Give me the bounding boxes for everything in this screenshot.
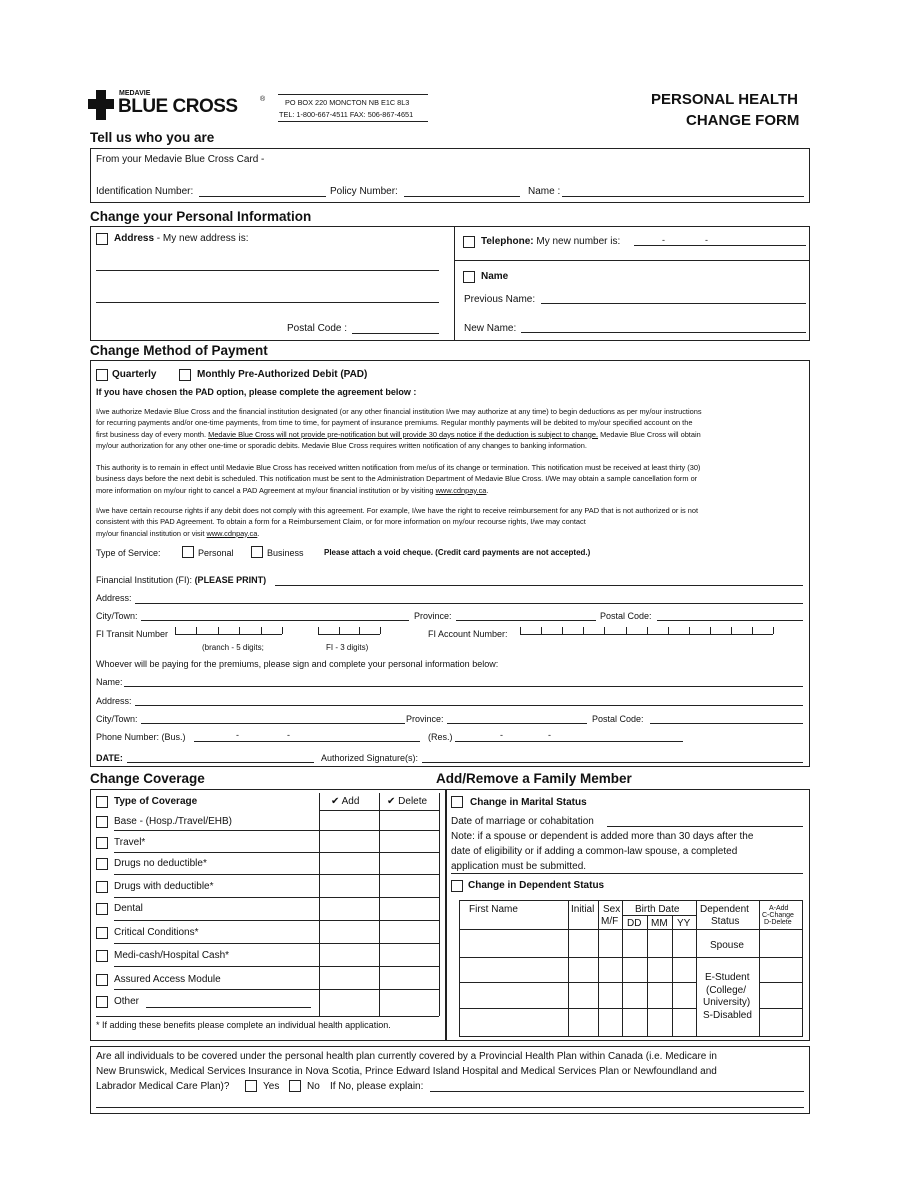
fi-digit-tick [339,627,340,634]
transit-digit-tick [261,627,262,634]
coverage-delete-divider [379,793,380,1016]
coverage-add-divider [319,793,320,1016]
address-checkbox[interactable] [96,233,108,245]
account-digit-tick [541,627,542,634]
fi-address-label: Address: [96,593,132,603]
fi-digit-tick [318,627,319,634]
explain-label: If No, please explain: [330,1081,424,1092]
coverage-item-checkbox[interactable] [96,974,108,986]
disabled-label: S-Disabled [703,1010,752,1021]
account-digit-tick [752,627,753,634]
personal-heading: Change your Personal Information [90,209,312,224]
table-row-rule [759,982,803,983]
no-label: No [307,1081,320,1092]
date-marriage-field[interactable] [607,826,803,827]
business-service-label: Business [267,548,304,558]
date-label: DATE: [96,753,123,763]
fi-digit-tick [359,627,360,634]
payer-city-field[interactable] [141,723,405,724]
note-rule [451,873,803,874]
coverage-item-line [96,1016,439,1017]
col-status: Status [711,916,740,927]
logo-reg: ® [260,96,266,103]
payer-province-field[interactable] [447,723,587,724]
phone-res-dash-1: - [500,730,503,740]
dependent-status-label: Change in Dependent Status [468,880,605,891]
col-initial: Initial [571,904,595,915]
who-heading: Tell us who you are [90,130,215,145]
telephone-checkbox[interactable] [463,236,475,248]
previous-name-field[interactable] [541,303,806,304]
coverage-item-checkbox[interactable] [96,927,108,939]
pad-paragraph-3: I/we have certain recourse rights if any debit does not comply with this agreement. For example, I/we have the right to receive reimbursement for any PAD that is not authorized or is not consistent with this PAD Agreement. To obtain a form for a Reimbursement Claim, or for more information on my/our recourse rights, I/we may contact my/our financial institution or visit www.cdnpay.ca. [96,506,699,538]
payer-name-label: Name: [96,677,123,687]
table-col-rule [647,915,648,1037]
quarterly-label: Quarterly [112,369,157,380]
coverage-item-line [114,920,439,921]
telephone-dash-1: - [662,235,665,245]
coverage-footnote: * If adding these benefits please complete an individual health application. [96,1020,391,1030]
account-digit-tick [668,627,669,634]
coverage-item-label: Base - (Hosp./Travel/EHB) [114,816,232,827]
coverage-heading: Change Coverage [90,771,205,786]
fi-transit-label: FI Transit Number [96,629,169,639]
col-add: A-Add [769,905,789,912]
logo-small-text: MEDAVIE [119,90,151,97]
postal-code-label: Postal Code : [287,323,348,334]
account-digit-tick [731,627,732,634]
account-digit-tick [520,627,521,634]
transit-digit-tick [239,627,240,634]
family-heading: Add/Remove a Family Member [436,771,632,786]
policy-number-label: Policy Number: [330,186,398,197]
phone-res-dash-2: - [548,730,551,740]
new-name-field[interactable] [521,332,806,333]
table-col-rule [696,900,697,1037]
add-column-header: ✔ Add [331,796,360,807]
coverage-item-label: Drugs no deductible* [114,858,207,869]
personal-service-label: Personal [198,548,234,558]
type-of-coverage-checkbox[interactable] [96,796,108,808]
monthly-pad-label: Monthly Pre-Authorized Debit (PAD) [197,369,368,380]
business-service-checkbox[interactable] [251,546,263,558]
phone-bus-dash-1: - [236,730,239,740]
account-digit-tick [583,627,584,634]
account-digit-tick [710,627,711,634]
transit-digit-tick [175,627,176,634]
coverage-item-label: Critical Conditions* [114,927,199,938]
new-name-label: New Name: [464,323,517,334]
table-col-rule [598,900,599,1037]
fi-address-field[interactable] [135,603,803,604]
pad-paragraph-2: This authority is to remain in effect until Medavie Blue Cross has received written notification from me/us of its change or termination. This notification must be received at least thirty (30) business days before the next debit is scheduled. This notification must be sent to the Administration Department of Medavie Blue Cross. I/We may obtain a sample cancellation form or more information on my/our right to cancel a PAD Agreement at my/our financial institution or by visiting www.cdnpay.ca. [96,463,701,495]
logo-text: BLUE CROSS [118,96,238,117]
coverage-other-field[interactable] [146,1007,311,1008]
coverage-item-line [114,897,439,898]
explain-field[interactable] [430,1091,804,1092]
fi-label: Financial Institution (FI): (PLEASE PRINT) [96,575,267,585]
from-card-label: From your Medavie Blue Cross Card - [96,154,265,165]
table-row-rule [459,957,803,958]
transit-digit-tick [196,627,197,634]
telephone-dash-2: - [705,235,708,245]
header-rule-bottom [278,121,428,122]
payer-address-label: Address: [96,696,132,706]
table-row-rule [759,1008,803,1009]
telephone-label: Telephone: My new number is: [481,236,621,247]
col-change: C-Change [762,912,794,919]
spouse-label: Spouse [710,940,744,951]
coverage-item-label: Medi-cash/Hospital Cash* [114,950,230,961]
cross-icon [88,90,114,120]
transit-digit-tick [218,627,219,634]
payer-postal-label: Postal Code: [592,714,644,724]
coverage-item-label: Dental [114,903,143,914]
id-number-field[interactable] [199,196,326,197]
no-checkbox[interactable] [289,1080,301,1092]
header-phone: TEL: 1-800-667-4511 FAX: 506-867-4651 [279,110,414,119]
signature-label: Authorized Signature(s): [321,753,419,763]
coverage-item-checkbox[interactable] [96,903,108,915]
type-of-service-label: Type of Service: [96,548,161,558]
col-delete: D-Delete [764,919,792,926]
name-change-checkbox[interactable] [463,271,475,283]
form-title-line1: PERSONAL HEALTH [651,91,798,108]
coverage-header-rule [319,810,439,811]
coverage-item-checkbox[interactable] [96,996,108,1008]
fi-postal-label: Postal Code: [600,611,652,621]
form-title-line2: CHANGE FORM [686,112,800,129]
coverage-item-label: Travel* [114,837,146,848]
table-col-rule [759,900,760,1037]
payer-address-field[interactable] [135,705,803,706]
coverage-item-label: Other [114,996,140,1007]
provincial-line-3: Labrador Medical Care Plan)? [96,1081,230,1092]
fi-digit-tick [380,627,381,634]
branch-digits-note: (branch - 5 digits; [202,643,264,652]
note-line-2: date of eligibility or if adding a common-law spouse, a completed [451,846,738,857]
address-label: Address - My new address is: [114,233,249,244]
fi-number-field[interactable] [318,634,380,635]
account-digit-tick [626,627,627,634]
col-dependent: Dependent [700,904,749,915]
estudent-label: E-Student [705,972,750,983]
col-sex: Sex [603,904,621,915]
coverage-item-line [114,852,439,853]
personal-divider [454,226,455,341]
fi-field[interactable] [275,585,803,586]
policy-number-field[interactable] [404,196,520,197]
payer-province-label: Province: [406,714,444,724]
coverage-item-line [114,989,439,990]
payment-heading: Change Method of Payment [90,343,268,358]
fi-postal-field[interactable] [657,620,803,621]
name-label: Name : [528,186,561,197]
quarterly-checkbox[interactable] [96,369,108,381]
coverage-item-checkbox[interactable] [96,858,108,870]
fi-city-label: City/Town: [96,611,138,621]
header-address: PO BOX 220 MONCTON NB E1C 8L3 [285,98,410,107]
fi-province-field[interactable] [456,620,596,621]
table-row-rule [459,1008,696,1009]
col-first-name: First Name [469,904,518,915]
coverage-item-label: Drugs with deductible* [114,881,214,892]
delete-column-header: ✔ Delete [387,796,428,807]
account-digit-tick [562,627,563,634]
table-col-rule [622,900,623,1037]
logo [88,88,268,122]
telephone-field[interactable] [634,245,806,246]
phone-bus-field[interactable] [194,741,420,742]
estudent-label-2: (College/ [706,985,747,996]
payer-instruction: Whoever will be paying for the premiums, please sign and complete your personal information below: [96,659,499,669]
pad-paragraph-1: I/we authorize Medavie Blue Cross and the financial institution designated (or any other financial institution I/we may authorize at any time) to begin deductions as per my/our instructions for recurring payments and/or one-time payments, from time to time, for payment of insurance premiums. Regular monthly payments will be debited to my/our specified account on the first business day of every month. Medavie Blue Cross will not provide pre-notification but will provide 30 days notice if the deduction is subject to change. Medavie Blue Cross will obtain my/our authorization for any other one-time or sporadic debits. Medavie Blue Cross requires written notification of any changes to banking information. [96,407,702,450]
address-line-2[interactable] [96,302,439,303]
birth-date-subrule [622,915,696,916]
coverage-item-label: Assured Access Module [114,974,221,985]
yes-label: Yes [263,1081,280,1092]
phone-res-label: (Res.) [428,732,453,742]
personal-service-checkbox[interactable] [182,546,194,558]
coverage-item-checkbox[interactable] [96,881,108,893]
date-field[interactable] [127,762,314,763]
explain-field-2[interactable] [96,1107,804,1108]
fi-province-label: Province: [414,611,452,621]
provincial-line-2: New Brunswick, Medical Services Insurance in Nova Scotia, Prince Edward Island Hospital and Medical Services Plan or Newfoundland and [96,1066,717,1077]
address-line-1[interactable] [96,270,439,271]
col-dd: DD [627,918,642,929]
coverage-item-line [114,874,439,875]
void-cheque-note: Please attach a void cheque. (Credit card payments are not accepted.) [324,548,591,557]
coverage-item-line [114,943,439,944]
signature-field[interactable] [422,762,803,763]
phone-res-field[interactable] [455,741,683,742]
coverage-item-line [114,966,439,967]
coverage-right-divider [439,793,440,1016]
marital-status-label: Change in Marital Status [470,797,587,808]
coverage-item-checkbox[interactable] [96,950,108,962]
transit-digit-tick [282,627,283,634]
fi-transit-field[interactable] [175,634,282,635]
id-number-label: Identification Number: [96,186,194,197]
previous-name-label: Previous Name: [464,294,536,305]
table-header-rule [459,929,803,930]
account-digit-tick [604,627,605,634]
marital-status-checkbox[interactable] [451,796,463,808]
payer-city-label: City/Town: [96,714,138,724]
col-birth-date: Birth Date [635,904,680,915]
date-marriage-label: Date of marriage or cohabitation [451,816,594,827]
coverage-item-line [114,830,439,831]
fi-account-field[interactable] [520,634,773,635]
postal-code-field[interactable] [352,333,439,334]
name-change-label: Name [481,271,509,282]
table-col-rule [672,915,673,1037]
account-digit-tick [689,627,690,634]
fi-digits-note: FI - 3 digits) [326,643,369,652]
pad-instruction: If you have chosen the PAD option, please complete the agreement below : [96,387,417,397]
account-digit-tick [647,627,648,634]
col-mf: M/F [601,916,619,927]
type-of-coverage-header: Type of Coverage [114,796,198,807]
payer-postal-field[interactable] [650,723,803,724]
monthly-pad-checkbox[interactable] [179,369,191,381]
dependent-status-checkbox[interactable] [451,880,463,892]
note-line-1: Note: if a spouse or dependent is added more than 30 days after the [451,831,754,842]
personal-right-divider [454,260,810,261]
phone-bus-dash-2: - [287,730,290,740]
yes-checkbox[interactable] [245,1080,257,1092]
col-mm: MM [651,918,668,929]
name-field[interactable] [562,196,804,197]
payer-name-field[interactable] [124,686,803,687]
fi-account-label: FI Account Number: [428,629,508,639]
fi-city-field[interactable] [141,620,409,621]
phone-bus-label: Phone Number: (Bus.) [96,732,186,742]
coverage-item-checkbox[interactable] [96,837,108,849]
table-row-rule [459,982,696,983]
col-yy: YY [677,918,691,929]
note-line-3: application must be submitted. [451,861,587,872]
provincial-line-1: Are all individuals to be covered under the personal health plan currently covered by a Provincial Health Plan within Canada (i.e. Medicare in [96,1051,717,1062]
table-col-rule [568,900,569,1037]
coverage-item-checkbox[interactable] [96,816,108,828]
account-digit-tick [773,627,774,634]
estudent-label-3: University) [703,997,751,1008]
header-rule-top [278,94,428,95]
